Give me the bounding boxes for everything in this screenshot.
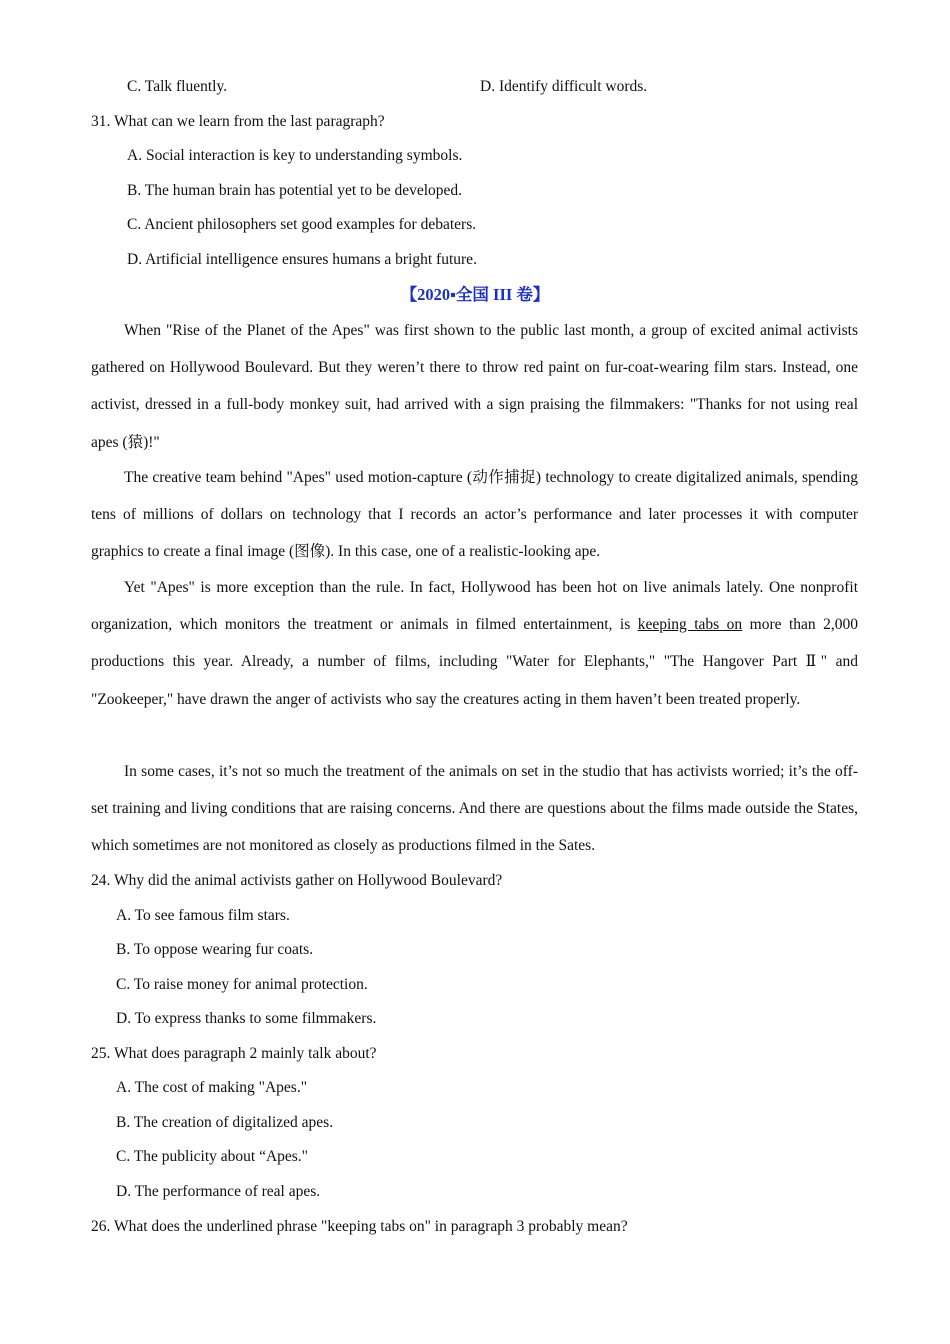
q25-option-b: B. The creation of digitalized apes. — [116, 1114, 334, 1131]
q31-option-b: B. The human brain has potential yet to be developed. — [127, 182, 463, 199]
q24-option-c: C. To raise money for animal protection. — [116, 976, 368, 993]
paragraph-3-text-after: more than 2,000 productions this year. Already, a number of films, including "Water for Elephants," "The Hangover Part Ⅱ" and "Zookeeper," have drawn the anger of activists who say the creatures acting in them haven’t been treated properly. — [91, 616, 858, 708]
passage-paragraph-1: When "Rise of the Planet of the Apes" was first shown to the public last month, a group of excited animal activists gathered on Hollywood Boulevard. But they weren’t there to throw red paint on fur-coat-wearing film stars. Instead, one activist, dressed in a full-body monkey suit, had arrived with a sign praising the filmmakers: "Thanks for not using real apes (猿)!" — [91, 322, 858, 451]
passage-paragraph-3 — [91, 569, 858, 718]
paragraph-3-text-before: Yet "Apes" is more exception than the rule. In fact, Hollywood has been hot on live animals lately. One nonprofit organization, which monitors the treatment or animals in filmed entertainment, is — [91, 579, 858, 634]
q24-option-a: A. To see famous film stars. — [116, 907, 290, 924]
section-heading: 【2020▪全国 III 卷】 — [400, 285, 550, 304]
q25-option-a: A. The cost of making "Apes." — [116, 1079, 308, 1096]
q26-stem: 26. What does the underlined phrase "keeping tabs on" in paragraph 3 probably mean? — [91, 1218, 628, 1235]
q25-option-c: C. The publicity about “Apes." — [116, 1148, 309, 1165]
passage-paragraph-2: The creative team behind "Apes" used motion-capture (动作捕捉) technology to create digitalized animals, spending tens of millions of dollars on technology that I records an actor’s performance and later processes it with computer graphics to create a final image (图像). In this case, one of a realistic-looking ape. — [91, 469, 858, 561]
q24-option-d: D. To express thanks to some filmmakers. — [116, 1010, 377, 1027]
underlined-phrase: keeping tabs on — [637, 616, 743, 634]
q24-option-b: B. To oppose wearing fur coats. — [116, 941, 314, 958]
q24-stem: 24. Why did the animal activists gather on Hollywood Boulevard? — [91, 872, 503, 889]
q31-stem: 31. What can we learn from the last paragraph? — [91, 113, 385, 130]
q30-option-c: C. Talk fluently. — [127, 78, 228, 95]
q31-option-c: C. Ancient philosophers set good examples for debaters. — [127, 216, 477, 233]
q31-option-d: D. Artificial intelligence ensures humans a bright future. — [127, 251, 477, 268]
q31-option-a: A. Social interaction is key to understanding symbols. — [127, 147, 463, 164]
q25-option-d: D. The performance of real apes. — [116, 1183, 321, 1200]
q25-stem: 25. What does paragraph 2 mainly talk about? — [91, 1045, 377, 1062]
q30-option-d: D. Identify difficult words. — [480, 78, 648, 95]
passage-paragraph-4: In some cases, it’s not so much the treatment of the animals on set in the studio that has activists worried; it’s the off-set training and living conditions that are raising concerns. And there are questions about the films made outside the States, which sometimes are not monitored as closely as productions filmed in the Sates. — [91, 763, 858, 855]
